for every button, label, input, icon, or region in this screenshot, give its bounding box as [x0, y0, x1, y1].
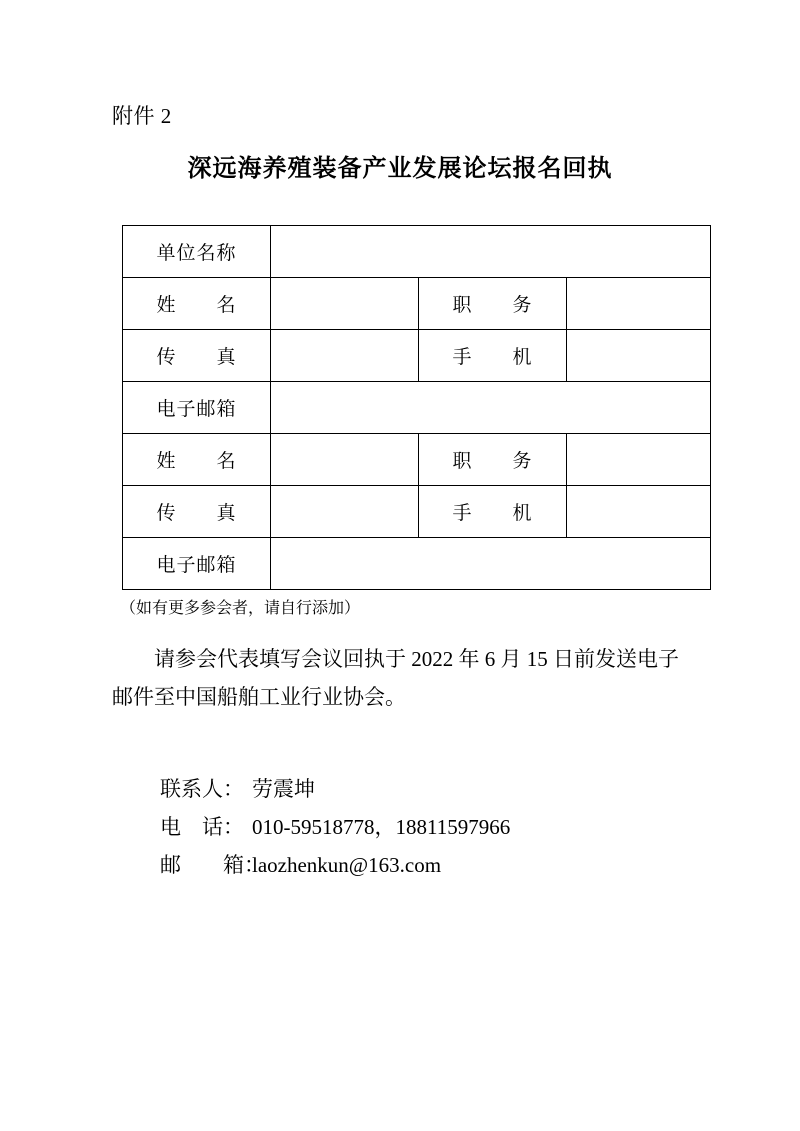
table-row [123, 486, 711, 538]
table-row [123, 382, 711, 434]
page-title: 深远海养殖装备产业发展论坛报名回执 [187, 153, 613, 182]
field-value-fax-2[interactable] [271, 486, 419, 538]
contact-person-value: 劳震坤 [252, 777, 315, 801]
field-value-mobile-2[interactable] [567, 486, 711, 538]
field-label-fax-1: 传 真 [123, 330, 271, 382]
contact-email-value: laozhenkun@163.com [252, 853, 442, 877]
registration-form-table [122, 225, 711, 590]
field-value-unit-name[interactable] [271, 226, 711, 278]
field-value-email-1[interactable] [271, 382, 711, 434]
contact-phone-label: 电 话： [160, 815, 244, 839]
field-label-fax-2: 传 真 [123, 486, 271, 538]
field-label-position-2: 职 务 [419, 434, 567, 486]
contact-email-row [160, 846, 510, 884]
contact-phone-value: 010-59518778，18811597966 [252, 815, 511, 839]
field-label-mobile-1: 手 机 [419, 330, 567, 382]
instruction-paragraph [112, 640, 692, 716]
field-label-email-1: 电子邮箱 [123, 382, 271, 434]
contact-phone-row [160, 808, 510, 846]
table-row [123, 278, 711, 330]
field-label-email-2: 电子邮箱 [123, 538, 271, 590]
field-label-name-2: 姓 名 [123, 434, 271, 486]
field-value-fax-1[interactable] [271, 330, 419, 382]
field-value-position-1[interactable] [567, 278, 711, 330]
table-row [123, 538, 711, 590]
table-row [123, 434, 711, 486]
field-value-email-2[interactable] [271, 538, 711, 590]
contact-block [160, 770, 510, 884]
field-label-unit-name: 单位名称 [123, 226, 271, 278]
contact-person-row [160, 770, 510, 808]
field-value-position-2[interactable] [567, 434, 711, 486]
form-note: （如有更多参会者，请自行添加） [120, 600, 361, 617]
table-row [123, 330, 711, 382]
field-label-name-1: 姓 名 [123, 278, 271, 330]
field-value-mobile-1[interactable] [567, 330, 711, 382]
contact-person-label: 联系人： [160, 777, 244, 801]
field-value-name-2[interactable] [271, 434, 419, 486]
table-row [123, 226, 711, 278]
field-value-name-1[interactable] [271, 278, 419, 330]
field-label-mobile-2: 手 机 [419, 486, 567, 538]
attachment-label: 附件 2 [112, 104, 172, 128]
field-label-position-1: 职 务 [419, 278, 567, 330]
instruction-text: 请参会代表填写会议回执于 2022 年 6 月 15 日前发送电子邮件至中国船舶工业行业协会。 [112, 647, 679, 709]
contact-email-label: 邮 箱： [160, 853, 265, 877]
